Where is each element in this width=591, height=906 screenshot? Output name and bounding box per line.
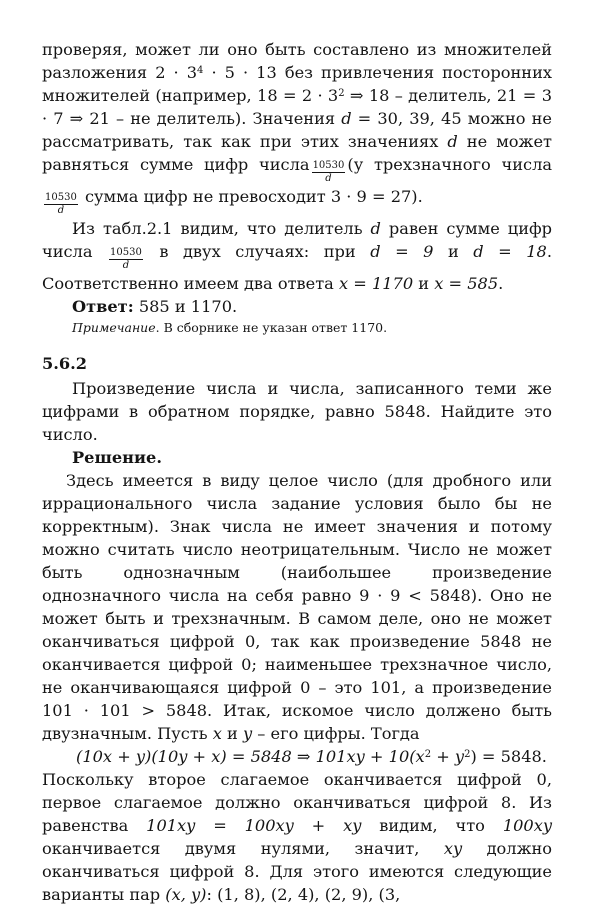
text-run: Поскольку второе слагаемое оканчивается цифрой 0, первое слагаемое должно оканчиваться цифрой 8. Из равенства	[42, 770, 552, 835]
math-variable: d	[370, 219, 381, 238]
problem-statement: Произведение числа и числа, записанного теми же цифрами в обратном порядке, равно 5848. Найдите это число.	[42, 379, 552, 444]
text-run: . Соответственно имеем два ответа	[42, 242, 552, 293]
answer-label: Ответ:	[72, 297, 134, 316]
math-expression: xy	[443, 839, 463, 858]
math-expression: 2 · 3	[155, 63, 198, 82]
superscript: 4	[197, 65, 204, 76]
fraction-numerator: 10530	[45, 192, 77, 203]
paragraph-table-conclusion	[42, 217, 552, 295]
fraction-numerator: 10530	[110, 247, 142, 258]
text-run: проверяя, может ли оно быть составлено из множителей разложения	[42, 40, 552, 82]
answer-line	[42, 295, 552, 318]
fraction	[44, 192, 78, 217]
text-run: не может равняться сумме цифр числа	[42, 132, 552, 174]
solution-label: Решение.	[72, 448, 162, 467]
math-expression: x = 1170	[338, 274, 414, 293]
math-expression: · 5 · 13	[203, 63, 277, 82]
text-run: и	[413, 274, 435, 293]
text-run: и	[221, 724, 243, 743]
fraction	[109, 247, 143, 272]
fraction-numerator: 10530	[312, 160, 345, 171]
text-run: должно оканчиваться цифрой 8. Для этого имеются следующие варианты пар	[42, 839, 552, 904]
text-run: оканчивается двумя нулями, значит,	[42, 839, 444, 858]
fraction-denominator: d	[122, 260, 130, 271]
math-variable: d	[341, 109, 352, 128]
text-run: сумма цифр не превосходит 3 · 9 = 27).	[84, 187, 423, 206]
math-expression: 101xy = 100xy + xy	[146, 816, 362, 835]
note-label: Примечание	[72, 320, 156, 335]
math-expression: x = 585	[434, 274, 499, 293]
fraction-denominator: d	[57, 205, 65, 216]
text-run: Из табл.2.1 видим, что делитель	[72, 219, 371, 238]
paragraph-continuation	[42, 38, 552, 217]
text-run: ⇒ 18 – делитель, 21 = 3 · 7 ⇒ 21 – не делитель). Значения	[42, 86, 552, 128]
text-run: можно не рассматривать, так как при этих значениях	[42, 109, 552, 151]
answer-value: 585 и 1170.	[133, 297, 238, 316]
text-run: в двух случаях: при	[144, 242, 371, 261]
text-run: : (1, 8), (2, 4), (2, 9), (3,	[206, 885, 401, 904]
formula-line	[42, 745, 552, 768]
fraction-denominator: d	[325, 173, 332, 184]
paragraph-solution-1	[42, 469, 552, 745]
math-expression: (10x + y)(10y + x) = 5848 ⇒ 101xy + 10(x	[76, 747, 425, 766]
math-expression: (x, y)	[165, 885, 207, 904]
note-text: . В сборнике не указан ответ 1170.	[155, 320, 388, 335]
text-run: и	[433, 242, 474, 261]
text-run: равен сумме цифр числа	[42, 219, 553, 261]
paragraph-solution-2	[42, 768, 552, 906]
math-expression: + y	[431, 747, 465, 766]
superscript: 2	[464, 749, 471, 760]
text-run: .	[498, 274, 504, 293]
text-run: без привлечения посторонних множителей (например, 18 = 2 · 3	[42, 63, 552, 105]
text-run: (у трехзначного числа	[347, 155, 552, 174]
fraction	[312, 160, 346, 185]
math-variable: y	[243, 724, 253, 743]
text-run: Здесь имеется в виду целое число (для дробного или иррационального числа задание условия было бы не корректным). Знак числа не имеет значения и потому можно считать число неотрицательным. Число не может быть однозначным (наибольшее произведение однозначного числа на себя равно 9 · 9 < 5848). Оно не может быть и трехзначным. В самом деле, оно не может оканчиваться цифрой 0, так как произведение 5848 не оканчивается цифрой 0; наименьшее трехзначное число, не оканчивающаяся цифрой 0 – это 101, а произведение 101 · 101 > 5848. Итак, искомое число должено быть двузначным. Пусть	[42, 471, 552, 743]
note-line	[42, 318, 552, 338]
math-variable: d	[447, 132, 458, 151]
math-expression: d = 9	[370, 242, 434, 261]
superscript: 2	[338, 88, 345, 99]
problem-number: 5.6.2	[42, 354, 88, 373]
superscript: 2	[424, 749, 432, 760]
math-expression: d = 18	[473, 242, 547, 261]
math-expression: 100xy	[502, 816, 552, 835]
math-expression: ) = 5848.	[470, 747, 547, 766]
text-run: – его цифры. Тогда	[252, 724, 420, 743]
text-run: видим, что	[361, 816, 503, 835]
document-page	[42, 38, 552, 906]
math-expression: = 30, 39, 45	[351, 109, 462, 128]
math-variable: x	[212, 724, 222, 743]
